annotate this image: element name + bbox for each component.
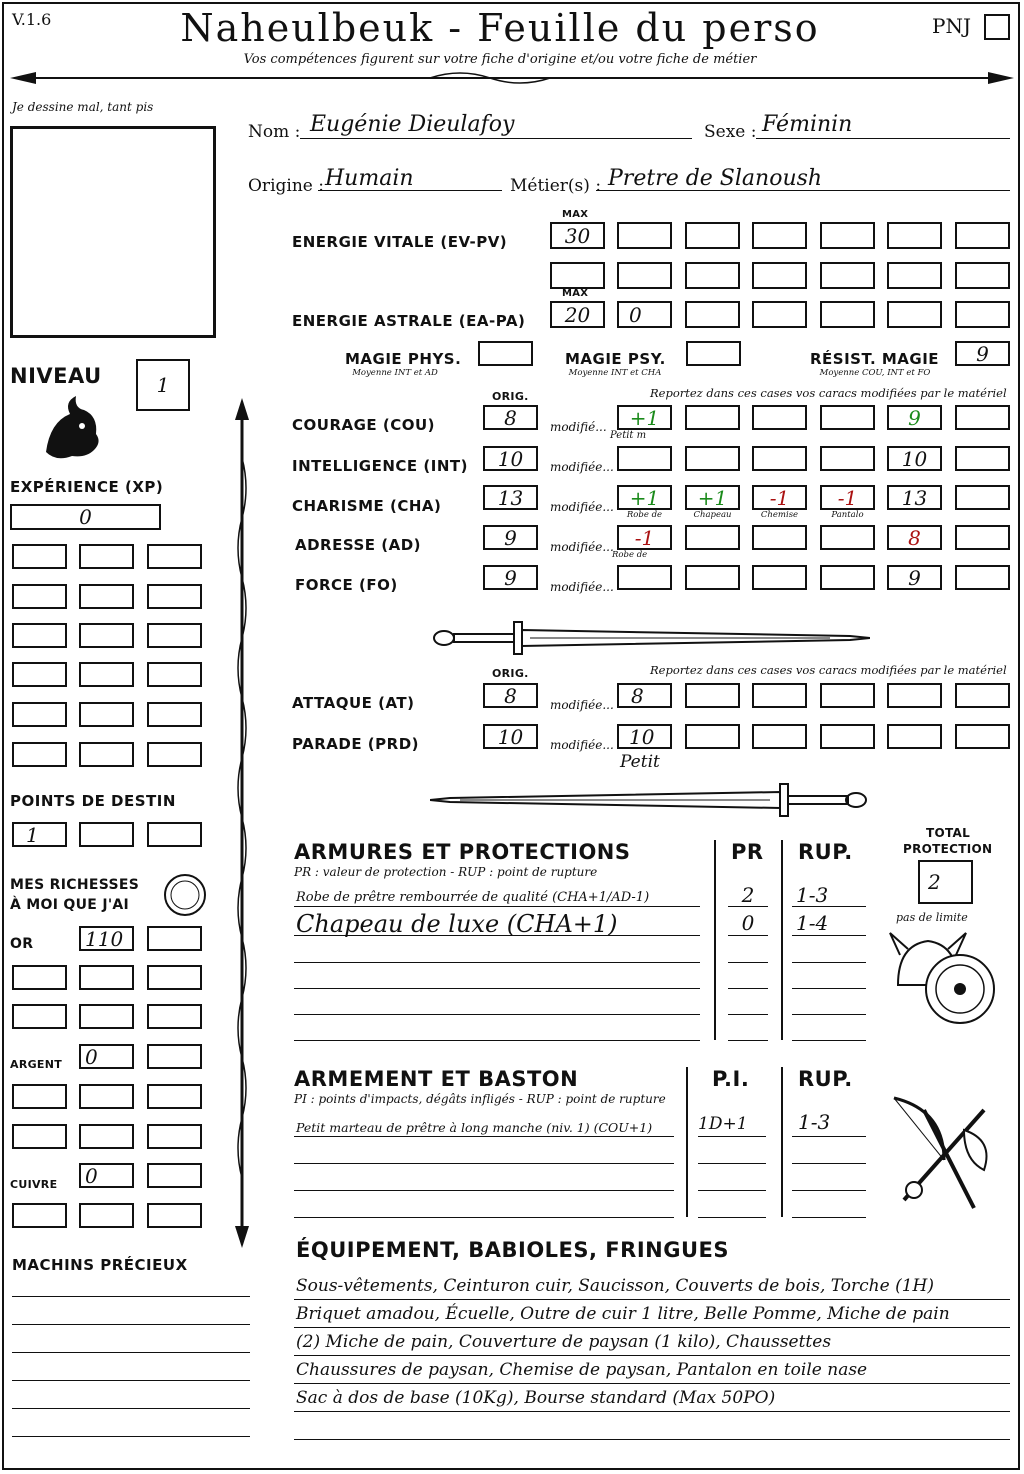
charisme-mod-note: Chapeau	[693, 510, 732, 520]
xp-grid-box[interactable]	[79, 544, 134, 569]
ev-box[interactable]	[887, 222, 942, 249]
intelligence-mod-box[interactable]	[685, 446, 740, 471]
or-label: OR	[10, 936, 34, 952]
adresse-mod-box[interactable]	[752, 525, 807, 550]
or-box[interactable]	[147, 1004, 202, 1029]
origine-value[interactable]: Humain	[325, 166, 414, 191]
armure-row-line[interactable]	[294, 962, 700, 963]
charisme-mod-box[interactable]: +1	[617, 485, 672, 510]
ea-box[interactable]	[752, 301, 807, 328]
destin-box[interactable]: 1	[12, 822, 67, 847]
courage-final-box[interactable]: 9	[887, 405, 942, 430]
charisme-mod-note: Pantalo	[831, 510, 864, 520]
ev-box[interactable]	[617, 262, 672, 289]
equipement-line[interactable]: Sous-vêtements, Ceinturon cuir, Saucisson, Couverts de bois, Torche (1H)	[296, 1276, 934, 1296]
portrait-label: Je dessine mal, tant pis	[12, 100, 154, 114]
charisme-mod-box[interactable]: -1	[820, 485, 875, 510]
intelligence-mod-box[interactable]	[752, 446, 807, 471]
ea-label: ENERGIE ASTRALE (EA-PA)	[292, 312, 526, 330]
intelligence-orig-box[interactable]: 10	[483, 446, 538, 471]
charisme-mod-box[interactable]: +1	[685, 485, 740, 510]
sexe-label: Sexe :	[704, 122, 757, 142]
magie-phys-label: MAGIE PHYS.	[345, 350, 462, 368]
xp-grid-box[interactable]	[79, 623, 134, 648]
ev-box[interactable]	[685, 262, 740, 289]
helmet-shield-icon	[888, 925, 1000, 1035]
destin-box[interactable]	[79, 822, 134, 847]
modif-label: modifiée...	[550, 738, 614, 752]
machins-line[interactable]	[12, 1324, 250, 1325]
origine-label: Origine :	[248, 176, 324, 196]
armure-row-name[interactable]: Chapeau de luxe (CHA+1)	[296, 910, 618, 938]
resist-magie-label: RÉSIST. MAGIE	[810, 350, 940, 368]
equipement-line[interactable]: (2) Miche de pain, Couverture de paysan (1 kilo), Chaussettes	[296, 1332, 832, 1352]
magie-psy-label: MAGIE PSY.	[565, 350, 666, 368]
ea-box[interactable]	[955, 301, 1010, 328]
equipement-line[interactable]: Sac à dos de base (10Kg), Bourse standard (Max 50PO)	[296, 1388, 776, 1408]
pnj-checkbox[interactable]	[984, 14, 1010, 40]
armure-pr-line	[728, 962, 768, 963]
courage-mod-box[interactable]	[955, 405, 1010, 430]
charisme-mod-box[interactable]	[955, 485, 1010, 510]
arme-row-name[interactable]: Petit marteau de prêtre à long manche (niv. 1) (COU+1)	[296, 1120, 653, 1135]
ea-box[interactable]	[887, 301, 942, 328]
weapons-icon	[884, 1090, 1004, 1218]
armure-row-line	[294, 906, 700, 907]
equipement-rule	[294, 1327, 1010, 1328]
argent-box[interactable]	[79, 1124, 134, 1149]
coin-icon	[162, 872, 208, 918]
courage-mod-box[interactable]	[685, 405, 740, 430]
xp-grid-box[interactable]	[12, 662, 67, 687]
modif-label: modifiée...	[550, 500, 614, 514]
arme-row-line[interactable]	[294, 1190, 674, 1191]
machins-line[interactable]	[12, 1408, 250, 1409]
force-mod-box[interactable]	[617, 565, 672, 590]
cuivre-box[interactable]	[147, 1163, 202, 1188]
parade-mod-box[interactable]	[887, 724, 942, 749]
ev-max-label: MAX	[562, 209, 589, 220]
armure-row-line[interactable]	[294, 1014, 700, 1015]
sexe-value[interactable]: Féminin	[762, 112, 853, 137]
armure-pr-line	[728, 988, 768, 989]
ev-box[interactable]	[887, 262, 942, 289]
equipement-rule	[294, 1299, 1010, 1300]
argent-box[interactable]	[147, 1124, 202, 1149]
adresse-mod-note: Robe de	[612, 550, 648, 560]
magie-phys-note: Moyenne INT et AD	[352, 368, 438, 378]
xp-grid-box[interactable]	[147, 544, 202, 569]
total-protection-box[interactable]: 2	[918, 860, 973, 904]
ev-box[interactable]	[752, 222, 807, 249]
ev-box[interactable]	[820, 262, 875, 289]
armures-divider	[714, 840, 716, 1040]
modif-label: modifiée...	[550, 460, 614, 474]
or-box[interactable]	[147, 965, 202, 990]
charisme-mod-note: Robe de	[626, 510, 663, 520]
machins-line[interactable]	[12, 1296, 250, 1297]
sword-icon	[430, 618, 870, 658]
page-title: Naheulbeuk - Feuille du perso	[180, 6, 820, 50]
machins-label: MACHINS PRÉCIEUX	[12, 1256, 188, 1274]
arme-row-pi[interactable]: 1D+1	[698, 1114, 748, 1134]
nom-value[interactable]: Eugénie Dieulafoy	[310, 112, 515, 137]
machins-line[interactable]	[12, 1352, 250, 1353]
armure-row-line[interactable]	[294, 1040, 700, 1041]
force-mod-box[interactable]	[820, 565, 875, 590]
attaque-mod-box[interactable]: 8	[617, 683, 672, 708]
xp-grid-box[interactable]	[12, 623, 67, 648]
armures-divider	[781, 840, 783, 1040]
armure-row-pr[interactable]: 0	[741, 911, 755, 935]
ea-box[interactable]: 0	[617, 301, 672, 328]
modif-label: modifié...	[550, 420, 607, 434]
richesses-label-1: MES RICHESSES	[10, 877, 140, 893]
arme-rup-line	[792, 1163, 866, 1164]
adresse-orig-box[interactable]: 9	[483, 525, 538, 550]
intelligence-final-box[interactable]: 10	[887, 446, 942, 471]
equipement-rule	[294, 1383, 1010, 1384]
armure-pr-line	[728, 935, 768, 936]
ea-box[interactable]	[820, 301, 875, 328]
pnj-label: PNJ	[932, 14, 971, 38]
adresse-mod-box[interactable]	[955, 525, 1010, 550]
arme-row-line[interactable]	[294, 1217, 674, 1218]
xp-grid-box[interactable]	[12, 702, 67, 727]
sexe-line	[756, 138, 1010, 139]
adresse-label: ADRESSE (AD)	[295, 536, 422, 554]
force-orig-box[interactable]: 9	[483, 565, 538, 590]
combat-orig-label: ORIG.	[492, 667, 529, 680]
courage-mod-box[interactable]	[820, 405, 875, 430]
niveau-box[interactable]: 1	[136, 359, 190, 411]
spear-divider-icon	[10, 66, 1014, 90]
limit-note: pas de limite	[896, 911, 968, 924]
cuivre-box[interactable]: 0	[79, 1163, 134, 1188]
modif-label: modifiée...	[550, 540, 614, 554]
xp-grid-box[interactable]	[79, 584, 134, 609]
argent-box[interactable]	[12, 1124, 67, 1149]
magie-phys-box[interactable]	[478, 341, 533, 366]
armure-pr-line	[728, 1040, 768, 1041]
equipement-rule	[294, 1355, 1010, 1356]
intelligence-label: INTELLIGENCE (INT)	[292, 457, 468, 475]
intelligence-mod-box[interactable]	[820, 446, 875, 471]
ev-box[interactable]	[820, 222, 875, 249]
or-box[interactable]	[79, 965, 134, 990]
argent-box[interactable]	[147, 1084, 202, 1109]
xp-grid-box[interactable]	[12, 544, 67, 569]
equipement-rule[interactable]	[294, 1439, 1010, 1440]
force-label: FORCE (FO)	[295, 576, 398, 594]
adresse-mod-box[interactable]	[820, 525, 875, 550]
report-note: Reportez dans ces cases vos caracs modifiées par le matériel	[650, 386, 1007, 400]
arme-row-line	[294, 1136, 674, 1137]
adresse-mod-box[interactable]: -1	[617, 525, 672, 550]
equipement-title: ÉQUIPEMENT, BABIOLES, FRINGUES	[296, 1238, 729, 1262]
armement-divider	[781, 1067, 783, 1217]
machins-line[interactable]	[12, 1436, 250, 1437]
version-label: V.1.6	[12, 10, 52, 29]
armure-row-name[interactable]: Robe de prêtre rembourrée de qualité (CHA+1/AD-1)	[296, 890, 650, 905]
total-protection-label: TOTAL	[926, 826, 971, 840]
orig-label: ORIG.	[492, 390, 529, 403]
courage-mod-box[interactable]: +1	[617, 405, 672, 430]
arme-row-line[interactable]	[294, 1163, 674, 1164]
arme-rup-line	[792, 1136, 866, 1137]
xp-box[interactable]: 0	[10, 504, 161, 530]
armure-row-rup[interactable]: 1-3	[796, 883, 829, 907]
modif-label: modifiée...	[550, 698, 614, 712]
cuivre-label: CUIVRE	[10, 1178, 58, 1191]
armement-pi-header: P.I.	[712, 1067, 750, 1091]
ev-box[interactable]	[955, 222, 1010, 249]
xp-grid-box[interactable]	[147, 662, 202, 687]
argent-box[interactable]: 0	[79, 1044, 134, 1069]
cuivre-box[interactable]	[12, 1203, 67, 1228]
dragon-icon	[36, 392, 106, 464]
parade-mod-box[interactable]	[820, 724, 875, 749]
armure-rup-line	[792, 988, 866, 989]
ev-box[interactable]	[685, 222, 740, 249]
arme-row-rup[interactable]: 1-3	[798, 1110, 831, 1134]
force-mod-box[interactable]	[685, 565, 740, 590]
xp-grid-box[interactable]	[79, 702, 134, 727]
charisme-label: CHARISME (CHA)	[292, 497, 442, 515]
argent-box[interactable]	[147, 1044, 202, 1069]
metier-value[interactable]: Pretre de Slanoush	[608, 166, 823, 191]
ea-box[interactable]	[685, 301, 740, 328]
machins-line[interactable]	[12, 1380, 250, 1381]
equipement-rule	[294, 1411, 1010, 1412]
resist-magie-box[interactable]: 9	[955, 341, 1010, 366]
arme-rup-line	[792, 1190, 866, 1191]
attaque-mod-box[interactable]	[752, 683, 807, 708]
arme-pi-line	[698, 1217, 766, 1218]
parade-mod-note: Petit	[620, 752, 660, 772]
armures-title: ARMURES ET PROTECTIONS	[294, 840, 631, 864]
xp-grid-box[interactable]	[147, 623, 202, 648]
armure-row-rup[interactable]: 1-4	[796, 911, 829, 935]
attaque-mod-box[interactable]	[820, 683, 875, 708]
armure-rup-line	[792, 962, 866, 963]
xp-grid-box[interactable]	[79, 742, 134, 767]
or-box[interactable]	[12, 1004, 67, 1029]
armure-pr-line	[728, 1014, 768, 1015]
xp-grid-box[interactable]	[147, 584, 202, 609]
metier-line	[596, 190, 1010, 191]
metier-label: Métier(s) :	[510, 176, 602, 196]
armure-row-pr[interactable]: 2	[741, 883, 755, 907]
charisme-orig-box[interactable]: 13	[483, 485, 538, 510]
armures-rup-header: RUP.	[798, 840, 853, 864]
magie-psy-note: Moyenne INT et CHA	[568, 368, 662, 378]
ea-max-label: MAX	[562, 288, 589, 299]
intelligence-mod-box[interactable]	[617, 446, 672, 471]
cuivre-box[interactable]	[147, 1203, 202, 1228]
adresse-mod-box[interactable]	[685, 525, 740, 550]
ev-label: ENERGIE VITALE (EV-PV)	[292, 233, 508, 251]
xp-grid-box[interactable]	[12, 584, 67, 609]
force-mod-box[interactable]	[955, 565, 1010, 590]
argent-label: ARGENT	[10, 1058, 63, 1071]
or-box[interactable]: 110	[79, 926, 134, 951]
destin-label: POINTS DE DESTIN	[10, 792, 176, 810]
niveau-label: NIVEAU	[10, 364, 102, 388]
ev-max-box[interactable]: 30	[550, 222, 605, 249]
ev-box[interactable]	[617, 222, 672, 249]
parade-label: PARADE (PRD)	[292, 735, 420, 753]
armure-rup-line	[792, 1040, 866, 1041]
parade-mod-box[interactable]	[752, 724, 807, 749]
force-mod-box[interactable]	[752, 565, 807, 590]
spear-icon	[230, 398, 254, 1248]
armure-rup-line	[792, 1014, 866, 1015]
magie-psy-box[interactable]	[686, 341, 741, 366]
attaque-mod-box[interactable]	[685, 683, 740, 708]
cuivre-box[interactable]	[79, 1203, 134, 1228]
armement-note: PI : points d'impacts, dégâts infligés - RUP : point de rupture	[294, 1092, 666, 1106]
xp-grid-box[interactable]	[12, 742, 67, 767]
intelligence-mod-box[interactable]	[955, 446, 1010, 471]
charisme-mod-box[interactable]: -1	[752, 485, 807, 510]
arme-rup-line	[792, 1217, 866, 1218]
xp-grid-box[interactable]	[79, 662, 134, 687]
parade-mod-box[interactable]	[955, 724, 1010, 749]
armure-rup-line	[792, 935, 866, 936]
equipement-line[interactable]: Briquet amadou, Écuelle, Outre de cuir 1 litre, Belle Pomme, Miche de pain	[296, 1304, 950, 1324]
courage-orig-box[interactable]: 8	[483, 405, 538, 430]
argent-box[interactable]	[79, 1084, 134, 1109]
armures-pr-header: PR	[731, 840, 764, 864]
page-subtitle: Vos compétences figurent sur votre fiche d'origine et/ou votre fiche de métier	[243, 52, 757, 67]
equipement-line[interactable]: Chaussures de paysan, Chemise de paysan, Pantalon en toile nase	[296, 1360, 868, 1380]
armure-row-line[interactable]	[294, 988, 700, 989]
or-box[interactable]	[12, 965, 67, 990]
armement-divider	[686, 1067, 688, 1217]
charisme-final-box[interactable]: 13	[887, 485, 942, 510]
armure-rup-line	[792, 906, 866, 907]
arme-pi-line	[698, 1163, 766, 1164]
courage-mod-note: Petit m	[610, 430, 647, 441]
armement-title: ARMEMENT ET BASTON	[294, 1067, 579, 1091]
xp-grid-box[interactable]	[147, 702, 202, 727]
courage-mod-box[interactable]	[752, 405, 807, 430]
sword-icon	[430, 780, 870, 820]
richesses-label-2: À MOI QUE J'AI	[10, 897, 130, 913]
destin-box[interactable]	[147, 822, 202, 847]
armures-note: PR : valeur de protection - RUP : point de rupture	[294, 865, 598, 879]
modif-label: modifiée...	[550, 580, 614, 594]
nom-label: Nom :	[248, 122, 301, 142]
ev-box[interactable]	[955, 262, 1010, 289]
charisme-mod-note: Chemise	[760, 510, 799, 520]
adresse-final-box[interactable]: 8	[887, 525, 942, 550]
ev-box[interactable]	[752, 262, 807, 289]
armure-pr-line	[728, 906, 768, 907]
or-box[interactable]	[147, 926, 202, 951]
courage-label: COURAGE (COU)	[292, 416, 436, 434]
nom-line	[300, 138, 692, 139]
xp-label: EXPÉRIENCE (XP)	[10, 478, 164, 496]
attaque-mod-box[interactable]	[955, 683, 1010, 708]
attaque-mod-box[interactable]	[887, 683, 942, 708]
portrait-box[interactable]	[10, 126, 216, 338]
arme-pi-line	[698, 1136, 766, 1137]
parade-orig-box[interactable]: 10	[483, 724, 538, 749]
total-protection-label: PROTECTION	[903, 842, 993, 856]
origine-line	[318, 190, 502, 191]
ev-box[interactable]	[550, 262, 605, 289]
combat-report-note: Reportez dans ces cases vos caracs modifiées par le matériel	[650, 663, 1007, 677]
parade-mod-box[interactable]: 10	[617, 724, 672, 749]
resist-magie-note: Moyenne COU, INT et FO	[819, 368, 931, 378]
force-final-box[interactable]: 9	[887, 565, 942, 590]
ea-max-box[interactable]: 20	[550, 301, 605, 328]
attaque-label: ATTAQUE (AT)	[292, 694, 415, 712]
or-box[interactable]	[79, 1004, 134, 1029]
arme-pi-line	[698, 1190, 766, 1191]
xp-grid-box[interactable]	[147, 742, 202, 767]
armement-rup-header: RUP.	[798, 1067, 853, 1091]
argent-box[interactable]	[12, 1084, 67, 1109]
parade-mod-box[interactable]	[685, 724, 740, 749]
attaque-orig-box[interactable]: 8	[483, 683, 538, 708]
armure-row-line	[294, 935, 700, 936]
